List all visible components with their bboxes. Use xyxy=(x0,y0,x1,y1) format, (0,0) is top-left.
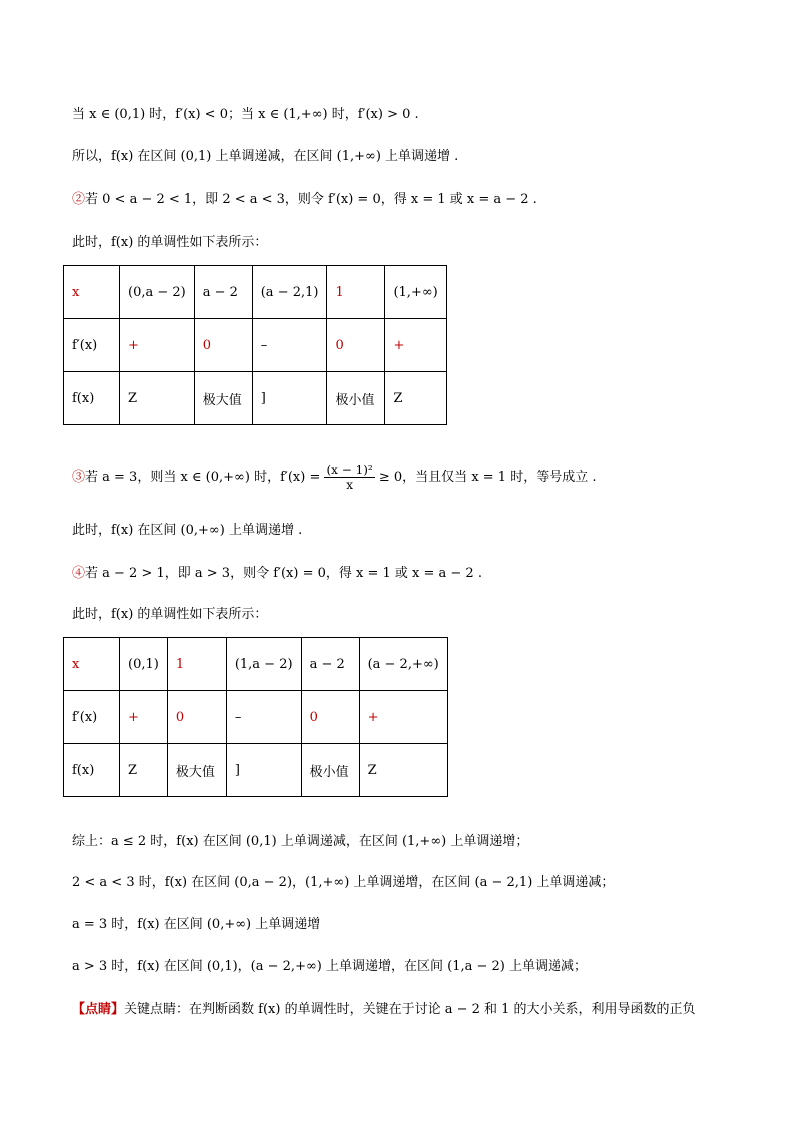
table-cell: 1 xyxy=(327,266,385,319)
case-marker-2: ② xyxy=(72,192,86,207)
table-cell: Z xyxy=(120,372,195,425)
table-cell: – xyxy=(252,319,327,372)
table-row xyxy=(64,744,448,797)
table-cell: x xyxy=(64,638,120,691)
fraction xyxy=(324,463,374,492)
table-cell: 0 xyxy=(194,319,252,372)
table-cell: f(x) xyxy=(64,744,120,797)
table-cell: (a − 2,+∞) xyxy=(359,638,447,691)
text-line-case-3-conclusion: 此时，f(x) 在区间 (0,+∞) 上单调递增 . xyxy=(72,523,303,538)
table-cell: (0,1) xyxy=(120,638,168,691)
table-cell: f′(x) xyxy=(64,691,120,744)
key-point-tag: 【点睛】 xyxy=(72,1002,125,1017)
table-cell: 极大值 xyxy=(194,372,252,425)
case-marker-3: ③ xyxy=(72,470,86,485)
table-cell: + xyxy=(359,691,447,744)
case-4-text: 若 a − 2 > 1，即 a > 3，则令 f′(x) = 0，得 x = 1 或 x = a − 2 . xyxy=(85,566,482,581)
fraction-denominator: x xyxy=(346,478,353,492)
table-cell: (1,a − 2) xyxy=(226,638,301,691)
text-line-table-intro-1: 此时，f(x) 的单调性如下表所示： xyxy=(72,235,268,250)
table-cell: ] xyxy=(252,372,327,425)
table-row xyxy=(64,691,448,744)
table-cell: ] xyxy=(226,744,301,797)
case-2-text: 若 0 < a − 2 < 1，即 2 < a < 3，则令 f′(x) = 0，得 x = 1 或 x = a − 2 . xyxy=(85,192,537,207)
table-cell: Z xyxy=(385,372,446,425)
table-cell: (1,+∞) xyxy=(385,266,446,319)
text-line-monotonic-conclusion: 所以，f(x) 在区间 (0,1) 上单调递减，在区间 (1,+∞) 上单调递增 . xyxy=(72,149,459,164)
table-cell: x xyxy=(64,266,120,319)
table-cell: a − 2 xyxy=(301,638,359,691)
summary-line-4: a > 3 时，f(x) 在区间 (0,1)，(a − 2,+∞) 上单调递增，在区间 (1,a − 2) 上单调递减； xyxy=(72,959,587,974)
table-cell: 0 xyxy=(327,319,385,372)
table-cell: + xyxy=(120,319,195,372)
table-cell: 0 xyxy=(301,691,359,744)
table-cell: 0 xyxy=(167,691,226,744)
table-row xyxy=(64,319,447,372)
table-cell: + xyxy=(120,691,168,744)
table-cell: 1 xyxy=(167,638,226,691)
table-cell: 极小值 xyxy=(327,372,385,425)
table-cell: f(x) xyxy=(64,372,120,425)
case-3-text-pre: 若 a = 3，则当 x ∈ (0,+∞) 时，f′(x) = xyxy=(85,470,321,485)
case-3-text-post: ≥ 0，当且仅当 x = 1 时，等号成立 . xyxy=(378,470,597,485)
case-marker-4: ④ xyxy=(72,566,86,581)
table-cell: + xyxy=(385,319,446,372)
table-cell: f′(x) xyxy=(64,319,120,372)
text-line-case-3 xyxy=(72,463,596,493)
text-line-case-2 xyxy=(72,191,537,209)
table-row xyxy=(64,372,447,425)
key-point-text: 关键点睛：在判断函数 f(x) 的单调性时，关键在于讨论 a − 2 和 1 的大小关系，利用导函数的正负 xyxy=(124,1002,696,1017)
summary-line-2: 2 < a < 3 时，f(x) 在区间 (0,a − 2)，(1,+∞) 上单调递增，在区间 (a − 2,1) 上单调递减； xyxy=(72,875,615,890)
table-row xyxy=(64,266,447,319)
monotonicity-table-1 xyxy=(63,265,447,425)
summary-line-1: 综上：a ≤ 2 时，f(x) 在区间 (0,1) 上单调递减，在区间 (1,+∞) 上单调递增； xyxy=(72,834,529,849)
table-cell: (0,a − 2) xyxy=(120,266,195,319)
summary-line-3: a = 3 时，f(x) 在区间 (0,+∞) 上单调递增 xyxy=(72,917,321,932)
text-line-case-4 xyxy=(72,565,482,583)
table-row xyxy=(64,638,448,691)
table-cell: – xyxy=(226,691,301,744)
table-cell: (a − 2,1) xyxy=(252,266,327,319)
fraction-numerator: (x − 1)² xyxy=(326,463,373,477)
text-line-derivative-sign: 当 x ∈ (0,1) 时，f′(x) < 0；当 x ∈ (1,+∞) 时，f′(x) > 0 . xyxy=(72,107,419,122)
text-line-table-intro-2: 此时，f(x) 的单调性如下表所示： xyxy=(72,607,268,622)
table-cell: Z xyxy=(120,744,168,797)
table-cell: Z xyxy=(359,744,447,797)
table-cell: a − 2 xyxy=(194,266,252,319)
key-point-line xyxy=(72,1001,696,1019)
table-cell: 极小值 xyxy=(301,744,359,797)
monotonicity-table-2 xyxy=(63,637,448,797)
table-cell: 极大值 xyxy=(167,744,226,797)
